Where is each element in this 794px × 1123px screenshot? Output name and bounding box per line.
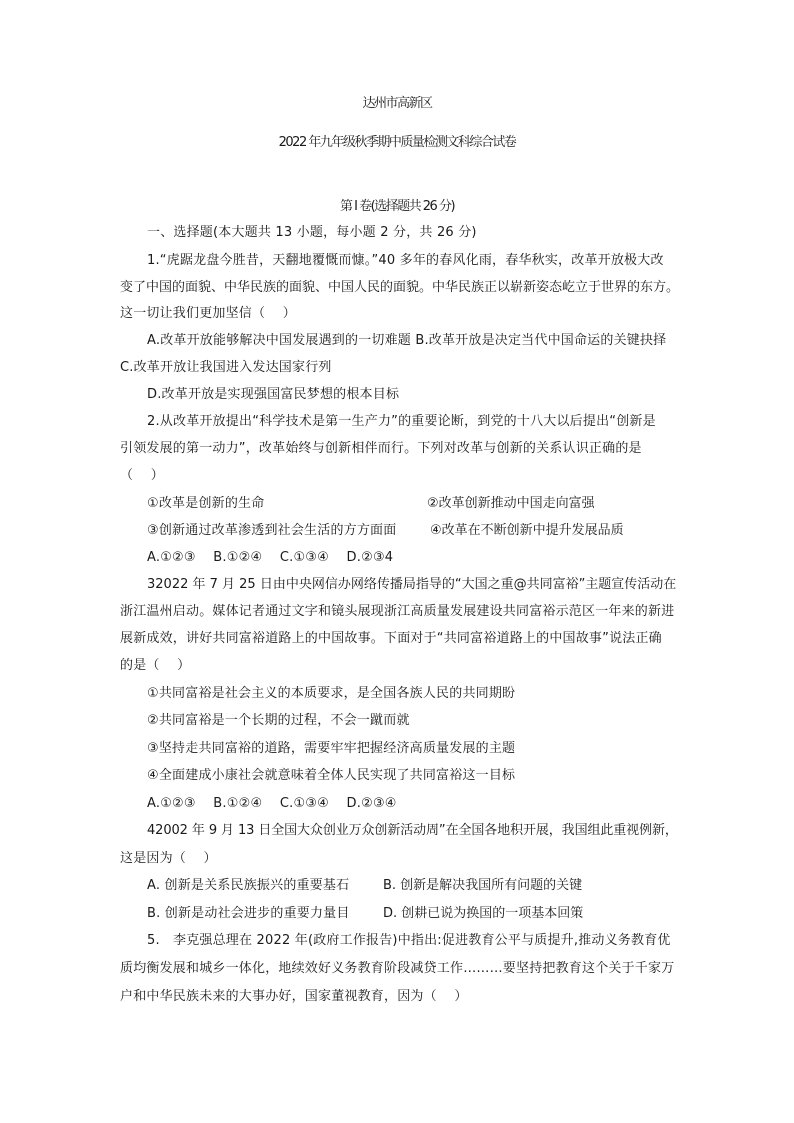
q1-stem-line-2: 变了中国的面貌、中华民族的面貌、中国人民的面貌。中华民族正以崭新姿态屹立于世界的东方。 [120,280,680,295]
q4-option-a: A. 创新是关系民族振兴的重要基石 [147,878,350,893]
q3-item-3: ③坚持走共同富裕的道路，需要牢牢把握经济高质量发展的主题 [147,741,516,756]
section-title: 第 I 卷(选择题共 26 分) [339,199,455,214]
q1-stem-line-1: 1.“虎踞龙盘今胜昔，天翻地覆慨而慷。”40 多年的春风化雨，春华秋实，改革开放极大改 [147,253,664,268]
q1-option-ab: A.改革开放能够解决中国发展遇到的一切难题 B.改革开放是决定当代中国命运的关键抉择 [147,333,667,348]
q1-stem-line-3: 这一切让我们更加坚信（ ） [120,306,296,321]
q2-item-3: ③创新通过改革渗透到社会生活的方方面面 [147,523,397,538]
q2-stem-line-3: （ ） [120,468,164,483]
q3-stem-line-4: 的是（ ） [120,658,191,673]
q5-stem-line-2: 质均衡发展和城乡一体化，地续效好义务教育阶段减贷工作………要坚持把教育这个关于千家万 [120,961,675,976]
q2-item-2: ②改革创新推动中国走向富强 [427,496,595,511]
q2-options: A.①②③ B.①②④ C.①③④ D.②③4 [147,550,394,565]
q2-item-4: ④改革在不断创新中提升发展品质 [430,523,624,538]
q3-stem-line-2: 浙江温州启动。媒体记者通过文字和镜头展现浙江高质量发展建设共同富裕示范区一年来的新进 [120,604,675,619]
q3-stem-line-3: 展新成效，讲好共同富裕道路上的中国故事。下面对于“共同富裕道路上的中国故事”说法正确 [120,631,662,646]
q3-stem-line-1: 32022 年 7 月 25 日由中央网信办网络传播局指导的“大国之重@共同富裕”主题宣传活动在 [147,577,677,592]
q3-options: A.①②③ B.①②④ C.①③④ D.②③④ [147,796,397,811]
q4-option-c: B. 创新是动社会进步的重要力量目 [147,906,350,921]
q1-option-d: D.改革开放是实现强国富民梦想的根本目标 [147,387,400,402]
q3-item-2: ②共同富裕是一个长期的过程，不会一蹴而就 [147,713,410,728]
q5-stem-line-3: 户和中华民族未来的大事办好，国家董视教育，因为（ ） [120,989,468,1004]
q2-stem-line-2: 引领发展的第一动力”，改革始终与创新相伴而行。下列对改革与创新的关系认识正确的是 [120,441,642,456]
q4-stem-line-2: 这是因为（ ） [120,851,217,866]
q1-option-c: C.改革开放让我国进入发达国家行列 [120,360,332,375]
q2-item-1: ①改革是创新的生命 [147,496,265,511]
q4-option-b: B. 创新是解决我国所有问题的关键 [383,878,583,893]
q4-option-d: D. 创耕已说为换国的一项基本回策 [383,906,584,921]
q3-item-4: ④全面建成小康社会就意味着全体人民实现了共同富裕这一目标 [147,768,516,783]
q2-stem-line-1: 2.从改革开放提出“科学技术是第一生产力”的重要论断，到党的十八大以后提出“创新是 [147,414,656,429]
exam-title: 2022 年九年级秋季期中质量检测文科综合试卷 [278,135,516,150]
q5-stem-line-1: 5. 李克强总理在 2022 年(政府工作报告)中指出:促进教育公平与质提升,推动义务教育优 [147,933,671,948]
district-title: 达州市高新区 [362,96,432,111]
q4-stem-line-1: 42002 年 9 月 13 日全国大众创业万众创新活动周”在全国各地积开展，我国组此重视例新， [147,823,678,838]
section-instructions: 一、选择题(本大题共 13 小题，每小题 2 分，共 26 分) [147,225,477,240]
q3-item-1: ①共同富裕是社会主义的本质要求，是全国各族人民的共同期盼 [147,686,516,701]
